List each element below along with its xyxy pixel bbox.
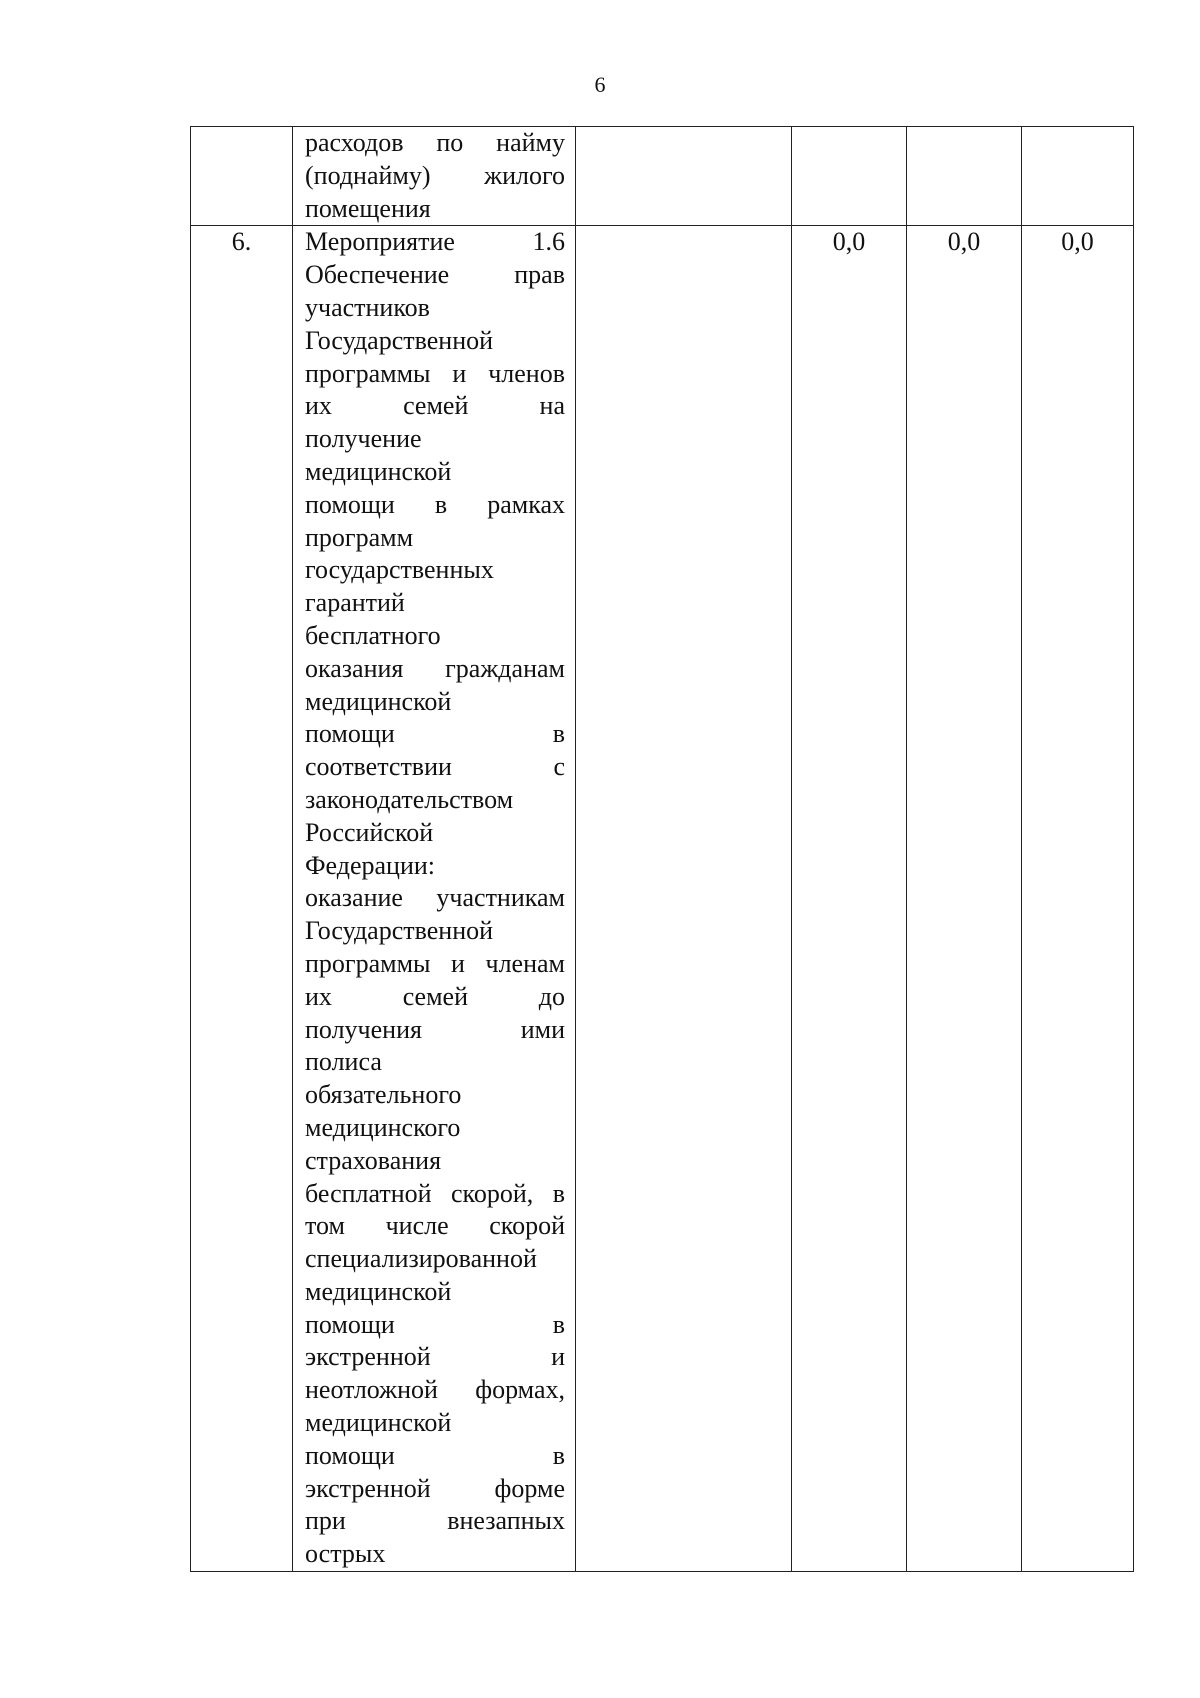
cell-measure-text	[293, 226, 576, 1572]
text-line: (поднайму) жилого	[305, 160, 565, 190]
text-line: медицинского	[305, 1112, 461, 1142]
text-line: бесплатного	[305, 620, 441, 650]
text-line: страхования	[305, 1145, 442, 1175]
text-line: оказания гражданам	[305, 653, 565, 683]
measure-text-lines	[305, 127, 565, 225]
cell-source	[576, 226, 792, 1572]
text-line: гарантий	[305, 588, 405, 618]
text-line: помощи в	[305, 719, 565, 749]
text-line: полиса	[305, 1047, 382, 1077]
text-line: медицинской	[305, 1276, 452, 1306]
text-line: законодательством	[305, 784, 514, 814]
text-line: том числе скорой	[305, 1211, 565, 1241]
cell-row-number: 6.	[191, 226, 293, 1572]
text-line: помещения	[305, 193, 431, 223]
text-line: Обеспечение прав	[305, 260, 565, 290]
cell-value-empty	[907, 127, 1022, 226]
cell-measure-text-continued	[293, 127, 576, 226]
text-line: при внезапных	[305, 1506, 565, 1536]
text-line: бесплатной скорой, в	[305, 1178, 565, 1208]
text-line: их семей на	[305, 391, 565, 421]
page-number: 6	[594, 72, 606, 97]
text-line: Федерации:	[305, 850, 436, 880]
text-line: расходов по найму	[305, 128, 565, 157]
text-line: медицинской	[305, 1408, 452, 1438]
text-line: получения ими	[305, 1014, 565, 1044]
text-line: экстренной и	[305, 1342, 565, 1372]
text-line: Мероприятие 1.6	[305, 227, 565, 257]
text-line: их семей до	[305, 981, 565, 1011]
text-line: неотложной формах,	[305, 1375, 565, 1405]
cell-value-2: 0,0	[907, 226, 1022, 1572]
text-line: получение	[305, 424, 422, 454]
text-line: участников	[305, 292, 430, 322]
cell-value-empty	[792, 127, 907, 226]
text-line: Государственной	[305, 325, 494, 355]
text-line: острых	[305, 1539, 386, 1569]
text-line: помощи в	[305, 1440, 565, 1470]
table-row-continuation	[191, 127, 1134, 226]
text-line: помощи в рамках	[305, 489, 565, 519]
text-line: медицинской	[305, 686, 452, 716]
text-line: программы и членам	[305, 948, 565, 978]
text-line: программ	[305, 522, 414, 552]
text-line: Российской	[305, 817, 434, 847]
cell-value-1: 0,0	[792, 226, 907, 1572]
text-line: медицинской	[305, 456, 452, 486]
text-line: помощи в	[305, 1309, 565, 1339]
cell-source-empty	[576, 127, 792, 226]
cell-value-3: 0,0	[1022, 226, 1134, 1572]
text-line: экстренной форме	[305, 1473, 565, 1503]
text-line: соответствии с	[305, 752, 565, 782]
cell-value-empty	[1022, 127, 1134, 226]
text-line: обязательного	[305, 1080, 462, 1110]
program-measures-table	[190, 126, 1134, 1572]
table-row-measure-1-6	[191, 226, 1134, 1572]
text-line: государственных	[305, 555, 494, 585]
text-line: специализированной	[305, 1244, 537, 1274]
cell-number-empty	[191, 127, 293, 226]
text-line: Государственной	[305, 916, 494, 946]
measure-text-lines	[305, 226, 565, 1571]
text-line: оказание участникам	[305, 883, 565, 913]
text-line: программы и членов	[305, 358, 565, 388]
